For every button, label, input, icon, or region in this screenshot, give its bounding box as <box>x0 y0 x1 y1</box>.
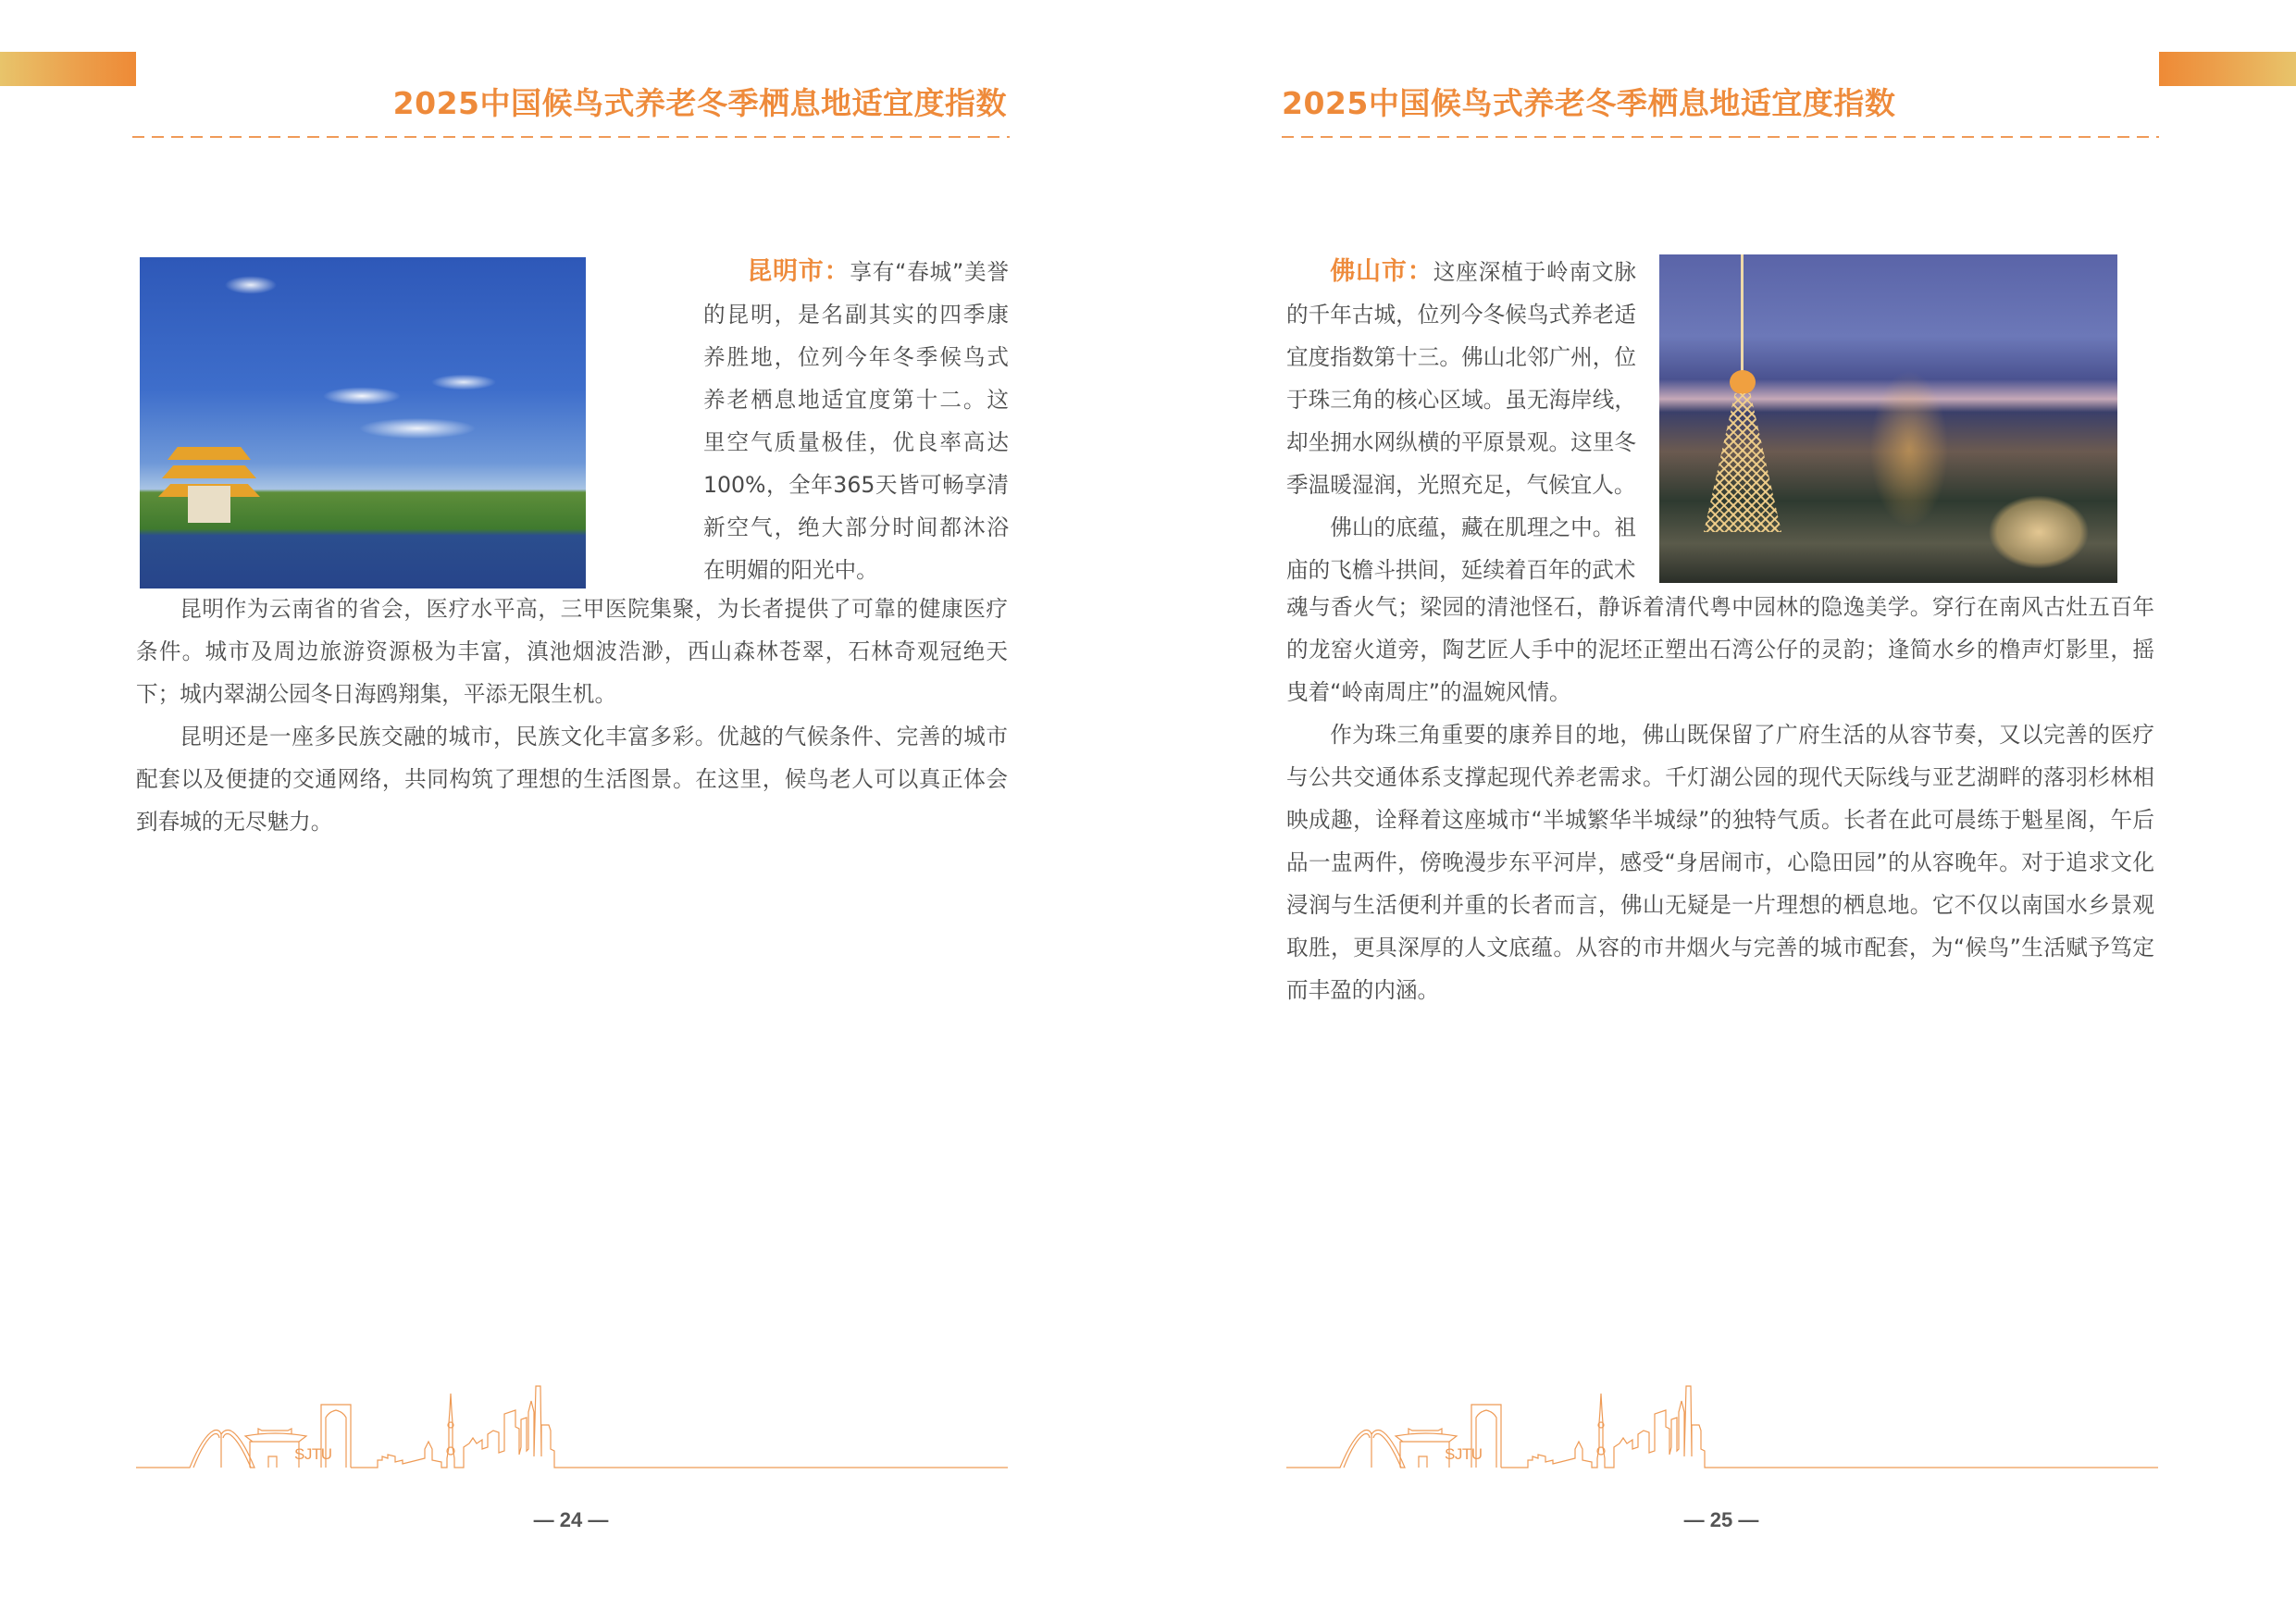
tv-tower-shape <box>1724 254 1761 532</box>
header-dashed-divider <box>132 136 1010 138</box>
paragraph: 昆明还是一座多民族交融的城市，民族文化丰富多彩。优越的气候条件、完善的城市配套以及便捷的交通网络，共同构筑了理想的生活图景。在这里，候鸟老人可以真正体会到春城的无尽魅力。 <box>136 724 1008 835</box>
running-header-title: 2025中国候鸟式养老冬季栖息地适宜度指数 <box>392 85 1007 121</box>
paragraph: 佛山的底蕴，藏在肌理之中。祖庙的飞檐斗拱间，延续着百年的武术 <box>1286 514 1636 583</box>
city-skyline-outline-icon <box>1286 1382 2158 1471</box>
header-accent-bar <box>0 52 136 86</box>
paragraph: 作为珠三角重要的康养目的地，佛山既保留了广府生活的从容节奏，又以完善的医疗与公共交通体系支撑起现代养老需求。千灯湖公园的现代天际线与亚艺湖畔的落羽杉林相映成趣，诠释着这座城市“半城繁华半城绿”的独特气质。长者在此可晨练于魁星阁，午后品一盅两件，傍晚漫步东平河岸，感受“身居闹市，心隐田园”的从容晚年。对于追求文化浸润与生活便利并重的长者而言，佛山无疑是一片理想的栖息地。它不仅以南国水乡景观取胜，更具深厚的人文底蕴。从容的市井烟火与完善的城市配套，为“候鸟”生活赋予笃定而丰盈的内涵。 <box>1286 722 2154 1003</box>
header-dashed-divider <box>1282 136 2159 138</box>
running-header-title: 2025中国候鸟式养老冬季栖息地适宜度指数 <box>1282 85 1896 121</box>
foshan-photo <box>1659 254 2117 583</box>
pavilion-shape <box>168 438 251 526</box>
kunming-photo <box>140 257 586 588</box>
sjtu-label: SJTU <box>1445 1445 1483 1463</box>
foshan-intro <box>1286 251 1636 591</box>
city-label-kunming: 昆明市： <box>747 257 850 286</box>
foshan-body <box>1286 586 2154 1011</box>
kunming-intro-text: 享有“春城”美誉的昆明，是名副其实的四季康养胜地，位列今年冬季候鸟式养老栖息地适宜度第十二。这里空气质量极佳，优良率高达100%，全年365天皆可畅享清新空气，绝大部分时间都沐浴在明媚的阳光中。 <box>703 259 1009 583</box>
city-label-foshan: 佛山市： <box>1330 257 1433 286</box>
kunming-body <box>136 588 1008 843</box>
header-accent-bar <box>2159 52 2296 86</box>
paragraph: 昆明作为云南省的省会，医疗水平高，三甲医院集聚，为长者提供了可靠的健康医疗条件。城市及周边旅游资源极为丰富，滇池烟波浩渺，西山森林苍翠，石林奇观冠绝天下；城内翠湖公园冬日海鸥翔集，平添无限生机。 <box>136 596 1008 707</box>
city-skyline-outline-icon <box>136 1382 1008 1471</box>
kunming-intro <box>703 251 1009 591</box>
foshan-intro-text: 这座深植于岭南文脉的千年古城，位列今冬候鸟式养老适宜度指数第十三。佛山北邻广州，位于珠三角的核心区域。虽无海岸线，却坐拥水网纵横的平原景观。这里冬季温暖湿润，光照充足，气候宜人。 <box>1286 259 1637 498</box>
paragraph: 魂与香火气；梁园的清池怪石，静诉着清代粤中园林的隐逸美学。穿行在南风古灶五百年的龙窑火道旁，陶艺匠人手中的泥坯正塑出石湾公仔的灵韵；逢简水乡的橹声灯影里，摇曳着“岭南周庄”的温婉风情。 <box>1286 594 2154 705</box>
page-number: — 25 — <box>1683 1508 1759 1531</box>
sjtu-label: SJTU <box>294 1445 332 1463</box>
page-25 <box>1148 0 2296 1623</box>
page-number: — 24 — <box>533 1508 609 1531</box>
